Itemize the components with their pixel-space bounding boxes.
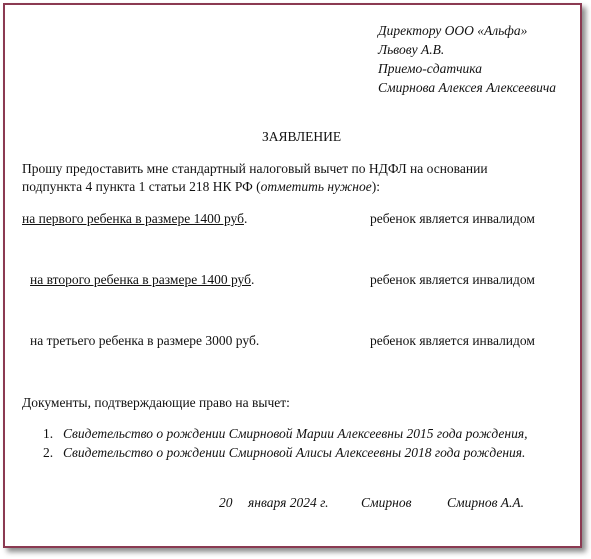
- body-line-2: подпункта 4 пункта 1 статьи 218 НК РФ (отметить нужное):: [22, 179, 380, 194]
- body-line-1: Прошу предоставить мне стандартный налоговый вычет по НДФЛ на основании: [22, 161, 488, 176]
- documents-item-2: Свидетельство о рождении Смирновой Алисы Алексеевны 2018 года рождения.: [63, 445, 526, 460]
- header-addressee: Директору ООО «Альфа»: [378, 23, 528, 38]
- option-first-child: на первого ребенка в размере 1400 руб.: [22, 211, 248, 226]
- document-page: [3, 3, 582, 548]
- document-title: ЗАЯВЛЕНИЕ: [262, 129, 342, 144]
- option-second-disabled: ребенок является инвалидом: [370, 272, 535, 287]
- documents-heading: Документы, подтверждающие право на вычет:: [22, 395, 290, 410]
- signature-day: 20: [219, 495, 233, 510]
- signature-sign: Смирнов: [361, 495, 412, 510]
- documents-item-2-number: 2.: [43, 445, 54, 460]
- option-second-child: на второго ребенка в размере 1400 руб.: [30, 272, 255, 287]
- option-third-child: на третьего ребенка в размере 3000 руб.: [30, 333, 260, 348]
- documents-item-1-number: 1.: [43, 426, 54, 441]
- documents-item-1: Свидетельство о рождении Смирновой Марии Алексеевны 2015 года рождения,: [63, 426, 528, 441]
- option-first-disabled: ребенок является инвалидом: [370, 211, 535, 226]
- signature-name: Смирнов А.А.: [447, 495, 525, 510]
- signature-date: января 2024 г.: [248, 495, 329, 510]
- option-third-disabled: ребенок является инвалидом: [370, 333, 535, 348]
- header-sender-name: Смирнова Алексея Алексеевича: [378, 80, 557, 95]
- header-addressee-name: Львову А.В.: [378, 42, 445, 57]
- header-sender-position: Приемо-сдатчика: [378, 61, 483, 76]
